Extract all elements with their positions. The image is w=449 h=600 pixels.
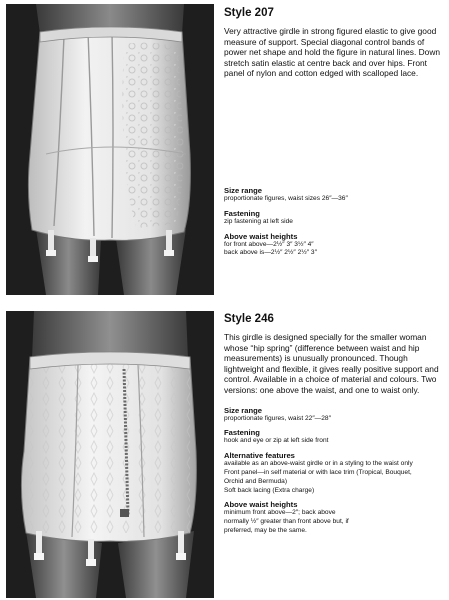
style-246-section — [224, 313, 444, 536]
style-207-size-range-label: Size range — [224, 186, 262, 195]
style-207-specs — [224, 186, 444, 258]
style-246-title: Style 246 — [224, 313, 274, 325]
style-246-alternative-label: Alternative features — [224, 451, 295, 461]
style-207-description: Very attractive girdle in strong figured elastic to give good measure of support. Special diagonal control bands of power net shape and hold the figure in natural lines. Down stretch satin elastic at centre back and over hips. Front panel of nylon and cotton edged with scalloped lace. — [224, 26, 441, 79]
style-207-fastening-label: Fastening — [224, 208, 260, 218]
style-246-size-range-label: Size range — [224, 405, 262, 415]
style-246-photo — [6, 311, 214, 598]
style-246-alternative-line: Front panel—in self material or with lace trim (Tropical, Bouquet, — [224, 468, 412, 476]
style-207-girdle-illustration — [6, 4, 214, 295]
style-246-heights-line: normally ½″ greater than front above but, if — [224, 518, 349, 526]
style-246-heights-label: Above waist heights — [224, 500, 298, 510]
style-246-heights-line: preferred, may be the same. — [224, 526, 307, 534]
style-246-description: This girdle is designed specially for the smaller woman whose “hip spring” (difference between waist and hip measurements) is unusually pronounced. Though lightweight and flexible, it gives really positive support and control. Available in a choice of material and colours. Two versions: one above the waist, and one to waist only. — [224, 332, 439, 395]
style-246-alternative-line: Orchid and Bermuda) — [224, 477, 288, 485]
style-246-fastening-text: hook and eye or zip at left side front — [224, 437, 329, 445]
style-207-title: Style 207 — [224, 7, 274, 19]
style-207-photo — [6, 4, 214, 295]
style-207-heights-label: Above waist heights — [224, 231, 298, 241]
style-207-fastening-text: zip fastening at left side — [224, 217, 293, 225]
style-246-girdle-illustration — [6, 311, 214, 598]
style-207-section — [224, 7, 444, 79]
style-246-fastening-label: Fastening — [224, 428, 260, 438]
style-246-alternative-line: available as an above-waist girdle or in a styling to the waist only — [224, 460, 413, 468]
style-246-size-range-text: proportionate figures, waist 22″—28″ — [224, 414, 331, 422]
style-246-heights-line: minimum front above—2″; back above — [224, 509, 336, 517]
style-207-size-range-text: proportionate figures, waist sizes 26″—36″ — [224, 195, 348, 202]
style-207-heights-line-1: for front above—2½″ 3″ 3½″ 4″ — [224, 240, 314, 248]
style-246-alternative-line: Soft back lacing (Extra charge) — [224, 486, 315, 494]
style-207-heights-line-2: back above is—2½″ 2½″ 2½″ 3″ — [224, 249, 317, 257]
